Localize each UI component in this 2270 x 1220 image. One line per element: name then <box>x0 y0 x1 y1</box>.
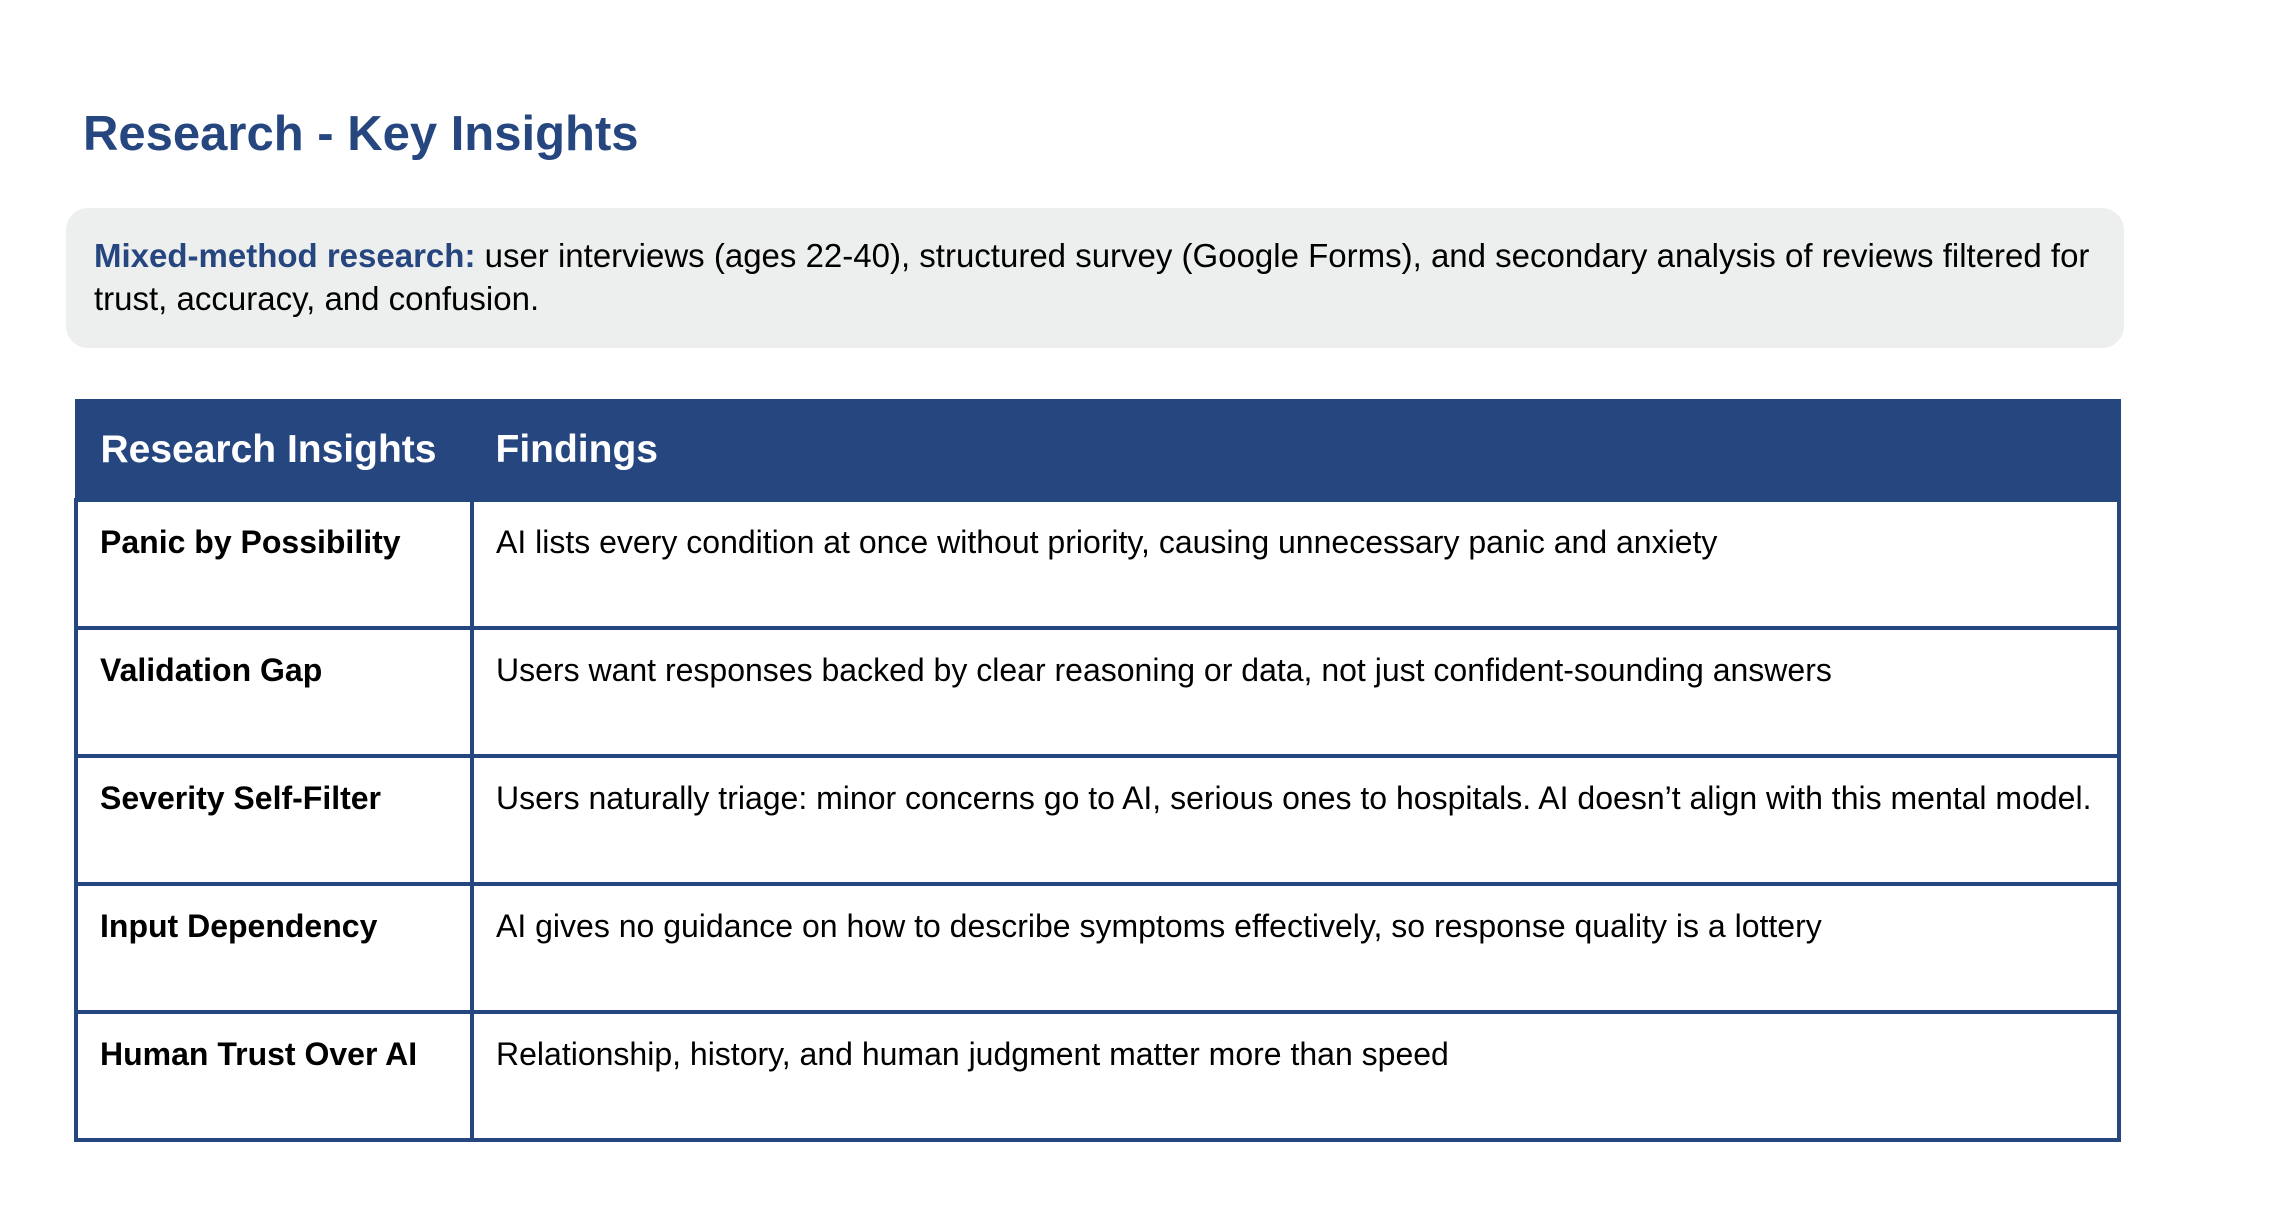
table-row <box>76 500 2119 628</box>
insight-cell: Panic by Possibility <box>76 500 472 628</box>
table-row <box>76 1012 2119 1140</box>
finding-cell: AI gives no guidance on how to describe symptoms effectively, so response quality is a lottery <box>472 884 2119 1012</box>
insight-cell: Severity Self-Filter <box>76 756 472 884</box>
research-method-callout <box>66 208 2124 348</box>
table-header-row <box>76 401 2119 500</box>
finding-cell: Users naturally triage: minor concerns go to AI, serious ones to hospitals. AI doesn’t align with this mental model. <box>472 756 2119 884</box>
finding-cell: AI lists every condition at once without priority, causing unnecessary panic and anxiety <box>472 500 2119 628</box>
page-title: Research - Key Insights <box>83 107 639 161</box>
insight-cell: Human Trust Over AI <box>76 1012 472 1140</box>
insights-table <box>74 399 2121 1142</box>
table-row <box>76 628 2119 756</box>
column-header-findings: Findings <box>472 401 2119 500</box>
callout-text: user interviews (ages 22-40), structured survey (Google Forms), and secondary analysis of reviews filtered for trust, accuracy, and confusion. <box>94 237 2090 317</box>
table-row <box>76 756 2119 884</box>
callout-lead: Mixed-method research: <box>94 237 476 274</box>
finding-cell: Relationship, history, and human judgment matter more than speed <box>472 1012 2119 1140</box>
table-row <box>76 884 2119 1012</box>
insight-cell: Input Dependency <box>76 884 472 1012</box>
finding-cell: Users want responses backed by clear reasoning or data, not just confident-sounding answers <box>472 628 2119 756</box>
insight-cell: Validation Gap <box>76 628 472 756</box>
column-header-research-insights: Research Insights <box>76 401 472 500</box>
